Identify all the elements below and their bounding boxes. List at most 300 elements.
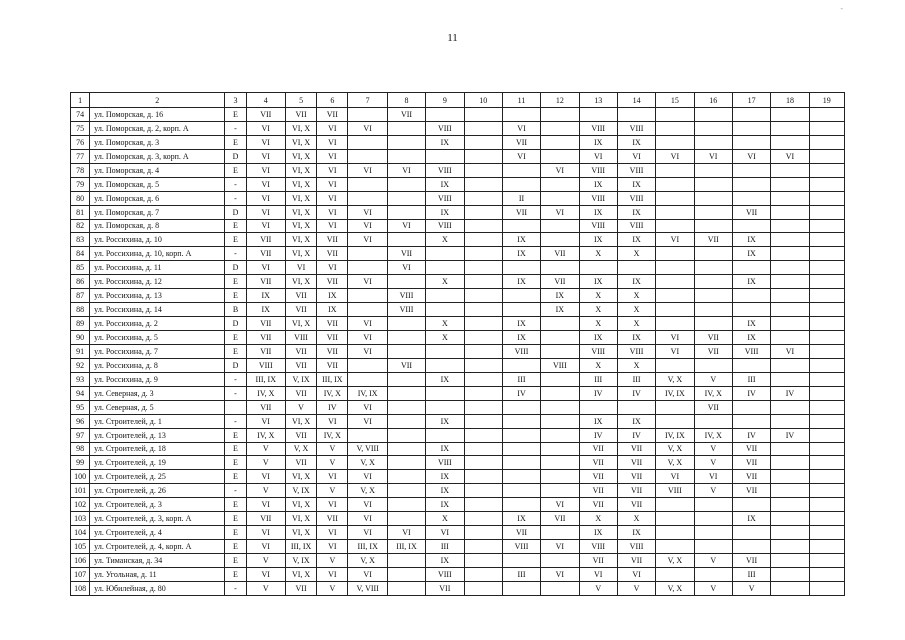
- address-cell: ул. Поморская, д. 8: [90, 219, 225, 233]
- table-row: [71, 470, 845, 484]
- table-cell: [809, 219, 844, 233]
- table-cell: VII: [387, 108, 425, 122]
- column-header: 10: [464, 93, 502, 108]
- table-cell: [348, 191, 387, 205]
- table-cell: [694, 247, 732, 261]
- table-cell: VI: [348, 233, 387, 247]
- table-cell: [656, 567, 694, 581]
- table-cell: Е: [225, 331, 246, 345]
- table-cell: [656, 540, 694, 554]
- table-cell: [387, 135, 425, 149]
- table-cell: [694, 414, 732, 428]
- table-cell: [732, 414, 770, 428]
- table-cell: VIII: [426, 163, 464, 177]
- table-cell: D: [225, 317, 246, 331]
- table-cell: [541, 428, 579, 442]
- table-cell: VII: [246, 108, 285, 122]
- table-cell: [771, 400, 809, 414]
- table-cell: [387, 456, 425, 470]
- table-cell: VI: [732, 149, 770, 163]
- table-cell: VI: [348, 121, 387, 135]
- table-cell: [694, 512, 732, 526]
- table-cell: [541, 470, 579, 484]
- table-cell: VII: [285, 581, 316, 595]
- table-row: [71, 372, 845, 386]
- table-cell: VIII: [617, 540, 655, 554]
- table-cell: V: [317, 581, 348, 595]
- table-cell: Е: [225, 233, 246, 247]
- table-cell: [656, 121, 694, 135]
- table-cell: [502, 261, 540, 275]
- table-row: [71, 261, 845, 275]
- table-cell: [541, 331, 579, 345]
- table-cell: [809, 261, 844, 275]
- table-cell: [464, 108, 502, 122]
- table-cell: VI: [246, 540, 285, 554]
- table-cell: [348, 261, 387, 275]
- table-cell: VI: [317, 121, 348, 135]
- table-cell: [387, 581, 425, 595]
- table-cell: [502, 303, 540, 317]
- table-cell: X: [579, 303, 617, 317]
- table-row: [71, 581, 845, 595]
- table-cell: III: [502, 567, 540, 581]
- table-cell: X: [426, 233, 464, 247]
- table-cell: Е: [225, 456, 246, 470]
- table-cell: [426, 303, 464, 317]
- table-cell: [809, 526, 844, 540]
- table-cell: IX: [617, 135, 655, 149]
- table-cell: Е: [225, 470, 246, 484]
- table-cell: [771, 567, 809, 581]
- table-cell: VII: [246, 275, 285, 289]
- table-cell: [464, 498, 502, 512]
- table-cell: [617, 400, 655, 414]
- table-cell: VI: [246, 121, 285, 135]
- table-cell: Е: [225, 219, 246, 233]
- table-cell: X: [617, 358, 655, 372]
- row-number-cell: 102: [71, 498, 90, 512]
- address-cell: ул. Строителей, д. 4, корп. А: [90, 540, 225, 554]
- table-cell: VI, X: [285, 567, 316, 581]
- table-cell: VII: [732, 484, 770, 498]
- table-cell: [771, 163, 809, 177]
- table-cell: [387, 149, 425, 163]
- table-cell: D: [225, 149, 246, 163]
- table-cell: -: [225, 386, 246, 400]
- table-cell: VIII: [502, 344, 540, 358]
- table-cell: IX: [426, 554, 464, 568]
- table-row: [71, 567, 845, 581]
- table-cell: VII: [617, 498, 655, 512]
- table-cell: [809, 303, 844, 317]
- table-cell: [541, 442, 579, 456]
- column-header: 4: [246, 93, 285, 108]
- table-cell: VII: [694, 344, 732, 358]
- table-cell: Е: [225, 442, 246, 456]
- table-cell: V, X: [656, 372, 694, 386]
- table-cell: [732, 358, 770, 372]
- table-cell: VI, X: [285, 177, 316, 191]
- address-cell: ул. Россихина, д. 13: [90, 289, 225, 303]
- table-cell: VI: [246, 261, 285, 275]
- table-row: [71, 498, 845, 512]
- table-cell: [502, 470, 540, 484]
- table-cell: IX: [732, 233, 770, 247]
- table-cell: VI: [348, 331, 387, 345]
- table-cell: V: [694, 456, 732, 470]
- table-cell: [426, 358, 464, 372]
- table-cell: X: [617, 303, 655, 317]
- column-header: 6: [317, 93, 348, 108]
- table-cell: VI: [246, 191, 285, 205]
- table-cell: VIII: [387, 303, 425, 317]
- table-row: [71, 358, 845, 372]
- table-cell: V: [317, 484, 348, 498]
- table-cell: VII: [732, 442, 770, 456]
- address-cell: ул. Строителей, д. 3: [90, 498, 225, 512]
- table-cell: [809, 567, 844, 581]
- table-cell: VI: [246, 163, 285, 177]
- row-number-cell: 92: [71, 358, 90, 372]
- table-cell: [771, 191, 809, 205]
- address-cell: ул. Поморская, д. 3, корп. А: [90, 149, 225, 163]
- address-cell: ул. Строителей, д. 3, корп. А: [90, 512, 225, 526]
- table-row: [71, 177, 845, 191]
- address-cell: ул. Северная, д. 3: [90, 386, 225, 400]
- table-cell: [809, 317, 844, 331]
- table-cell: III, IX: [387, 540, 425, 554]
- table-cell: Е: [225, 428, 246, 442]
- table-body: [71, 108, 845, 596]
- column-header: 12: [541, 93, 579, 108]
- table-cell: [426, 149, 464, 163]
- table-cell: -: [225, 247, 246, 261]
- table-cell: [694, 358, 732, 372]
- table-cell: X: [579, 317, 617, 331]
- table-cell: [464, 289, 502, 303]
- table-cell: [771, 121, 809, 135]
- table-cell: [694, 108, 732, 122]
- table-cell: VII: [502, 526, 540, 540]
- table-cell: [502, 554, 540, 568]
- table-cell: [809, 540, 844, 554]
- table-cell: [464, 414, 502, 428]
- table-cell: VI: [771, 344, 809, 358]
- row-number-cell: 96: [71, 414, 90, 428]
- table-cell: VI: [348, 400, 387, 414]
- table-cell: VII: [246, 344, 285, 358]
- table-cell: IV: [579, 386, 617, 400]
- table-cell: VI: [694, 470, 732, 484]
- table-cell: VII: [617, 484, 655, 498]
- row-number-cell: 75: [71, 121, 90, 135]
- table-cell: [464, 344, 502, 358]
- table-cell: VI: [656, 470, 694, 484]
- table-cell: IV: [771, 428, 809, 442]
- table-cell: [541, 219, 579, 233]
- table-cell: VI: [579, 149, 617, 163]
- table-cell: VI, X: [285, 275, 316, 289]
- table-cell: VII: [617, 442, 655, 456]
- table-row: [71, 317, 845, 331]
- table-cell: VII: [579, 470, 617, 484]
- address-cell: ул. Поморская, д. 3: [90, 135, 225, 149]
- table-cell: IX: [579, 177, 617, 191]
- column-header: 15: [656, 93, 694, 108]
- row-number-cell: 77: [71, 149, 90, 163]
- table-cell: IX: [502, 233, 540, 247]
- address-cell: ул. Северная, д. 5: [90, 400, 225, 414]
- table-cell: [464, 233, 502, 247]
- table-cell: VII: [285, 358, 316, 372]
- table-cell: X: [579, 358, 617, 372]
- table-cell: [541, 414, 579, 428]
- address-cell: ул. Россихина, д. 2: [90, 317, 225, 331]
- table-cell: [464, 177, 502, 191]
- table-cell: [809, 205, 844, 219]
- table-cell: III, IX: [348, 540, 387, 554]
- address-cell: ул. Россихина, д. 11: [90, 261, 225, 275]
- table-cell: [656, 177, 694, 191]
- table-cell: -: [225, 372, 246, 386]
- table-cell: X: [426, 512, 464, 526]
- table-cell: V, X: [285, 442, 316, 456]
- table-cell: [809, 177, 844, 191]
- table-cell: VII: [246, 247, 285, 261]
- table-cell: [809, 275, 844, 289]
- table-cell: [426, 261, 464, 275]
- table-cell: [809, 247, 844, 261]
- table-cell: VI: [317, 540, 348, 554]
- table-cell: VI: [348, 470, 387, 484]
- table-cell: [771, 219, 809, 233]
- table-cell: VIII: [579, 163, 617, 177]
- table-cell: VI: [771, 149, 809, 163]
- table-cell: VI: [348, 567, 387, 581]
- address-cell: ул. Поморская, д. 2, корп. А: [90, 121, 225, 135]
- address-cell: ул. Россихина, д. 8: [90, 358, 225, 372]
- table-cell: VII: [246, 512, 285, 526]
- table-cell: [579, 261, 617, 275]
- table-cell: -: [225, 177, 246, 191]
- table-cell: [387, 400, 425, 414]
- table-cell: VI: [502, 121, 540, 135]
- table-cell: [656, 400, 694, 414]
- table-cell: IV, X: [246, 428, 285, 442]
- table-cell: VIII: [426, 121, 464, 135]
- table-cell: VII: [694, 233, 732, 247]
- table-cell: III: [426, 540, 464, 554]
- table-cell: [771, 261, 809, 275]
- table-cell: [656, 275, 694, 289]
- table-cell: VI: [387, 526, 425, 540]
- table-cell: [656, 108, 694, 122]
- table-cell: IX: [426, 205, 464, 219]
- table-cell: VII: [285, 456, 316, 470]
- table-cell: [771, 581, 809, 595]
- column-header: 7: [348, 93, 387, 108]
- table-cell: [387, 275, 425, 289]
- table-cell: [502, 163, 540, 177]
- table-cell: VIII: [426, 456, 464, 470]
- table-cell: VIII: [656, 484, 694, 498]
- table-cell: VII: [285, 386, 316, 400]
- table-cell: VI, X: [285, 135, 316, 149]
- table-cell: [809, 484, 844, 498]
- address-cell: ул. Поморская, д. 6: [90, 191, 225, 205]
- table-cell: [464, 554, 502, 568]
- table-cell: IX: [617, 414, 655, 428]
- table-cell: IX: [426, 372, 464, 386]
- table-cell: V, X: [348, 484, 387, 498]
- table-cell: [426, 386, 464, 400]
- table-cell: VI: [348, 498, 387, 512]
- table-cell: [732, 163, 770, 177]
- table-cell: X: [426, 331, 464, 345]
- table-row: [71, 135, 845, 149]
- table-cell: [225, 400, 246, 414]
- table-cell: [464, 303, 502, 317]
- table-cell: VI, X: [285, 219, 316, 233]
- table-cell: IX: [502, 512, 540, 526]
- column-header: 18: [771, 93, 809, 108]
- column-header: 5: [285, 93, 316, 108]
- row-number-cell: 91: [71, 344, 90, 358]
- table-cell: VI: [317, 261, 348, 275]
- table-cell: V: [246, 456, 285, 470]
- table-cell: [426, 428, 464, 442]
- table-cell: [656, 261, 694, 275]
- table-cell: [502, 108, 540, 122]
- table-cell: VI: [246, 219, 285, 233]
- table-cell: [464, 317, 502, 331]
- table-cell: [387, 554, 425, 568]
- table-cell: [771, 358, 809, 372]
- table-cell: IX: [579, 331, 617, 345]
- table-cell: [464, 456, 502, 470]
- table-row: [71, 386, 845, 400]
- table-cell: [464, 247, 502, 261]
- address-cell: ул. Строителей, д. 26: [90, 484, 225, 498]
- table-cell: VII: [541, 247, 579, 261]
- table-cell: VI, X: [285, 526, 316, 540]
- table-cell: [809, 149, 844, 163]
- address-cell: ул. Поморская, д. 7: [90, 205, 225, 219]
- table-cell: VIII: [426, 567, 464, 581]
- row-number-cell: 74: [71, 108, 90, 122]
- table-cell: IV, X: [246, 386, 285, 400]
- table-cell: IX: [502, 275, 540, 289]
- column-header: 14: [617, 93, 655, 108]
- table-cell: VII: [694, 331, 732, 345]
- table-cell: VII: [541, 275, 579, 289]
- table-cell: [387, 121, 425, 135]
- table-cell: IX: [426, 498, 464, 512]
- table-cell: V, VIII: [348, 581, 387, 595]
- table-cell: [771, 484, 809, 498]
- table-row: [71, 414, 845, 428]
- table-cell: [771, 554, 809, 568]
- table-cell: [579, 108, 617, 122]
- table-cell: D: [225, 358, 246, 372]
- table-cell: IX: [617, 526, 655, 540]
- table-row: [71, 428, 845, 442]
- table-cell: [809, 512, 844, 526]
- table-row: [71, 149, 845, 163]
- table-cell: [771, 470, 809, 484]
- table-cell: VII: [732, 470, 770, 484]
- address-cell: ул. Строителей, д. 1: [90, 414, 225, 428]
- table-cell: III, IX: [317, 372, 348, 386]
- table-cell: III: [579, 372, 617, 386]
- table-cell: [771, 442, 809, 456]
- table-cell: [694, 303, 732, 317]
- table-cell: VII: [426, 581, 464, 595]
- table-cell: [502, 414, 540, 428]
- table-cell: [387, 428, 425, 442]
- row-number-cell: 106: [71, 554, 90, 568]
- table-row: [71, 484, 845, 498]
- address-cell: ул. Строителей, д. 13: [90, 428, 225, 442]
- table-cell: [656, 498, 694, 512]
- table-cell: [387, 317, 425, 331]
- row-number-cell: 98: [71, 442, 90, 456]
- table-cell: X: [617, 247, 655, 261]
- table-cell: III, IX: [246, 372, 285, 386]
- table-cell: V, X: [656, 442, 694, 456]
- table-cell: VII: [317, 275, 348, 289]
- table-cell: VIII: [579, 540, 617, 554]
- table-cell: IV: [771, 386, 809, 400]
- table-cell: [387, 177, 425, 191]
- table-cell: [617, 108, 655, 122]
- table-cell: [348, 108, 387, 122]
- table-cell: VII: [387, 247, 425, 261]
- table-cell: Е: [225, 275, 246, 289]
- row-number-cell: 78: [71, 163, 90, 177]
- table-cell: [464, 540, 502, 554]
- table-cell: [348, 289, 387, 303]
- row-number-cell: 103: [71, 512, 90, 526]
- table-cell: VI: [317, 191, 348, 205]
- table-cell: [502, 581, 540, 595]
- table-cell: [694, 135, 732, 149]
- table-cell: [464, 400, 502, 414]
- table-cell: VI, X: [285, 191, 316, 205]
- table-cell: [694, 567, 732, 581]
- table-cell: IV: [617, 428, 655, 442]
- table-cell: X: [426, 275, 464, 289]
- table-cell: VI, X: [285, 163, 316, 177]
- column-header: 11: [502, 93, 540, 108]
- table-cell: [809, 344, 844, 358]
- table-cell: VI: [387, 219, 425, 233]
- table-row: [71, 303, 845, 317]
- row-number-cell: 83: [71, 233, 90, 247]
- table-cell: [771, 205, 809, 219]
- table-cell: VIII: [246, 358, 285, 372]
- table-cell: IV: [579, 428, 617, 442]
- table-cell: [387, 512, 425, 526]
- table-cell: V: [694, 581, 732, 595]
- table-cell: VI: [246, 470, 285, 484]
- table-cell: VI: [541, 163, 579, 177]
- table-cell: [694, 526, 732, 540]
- table-cell: Е: [225, 163, 246, 177]
- table-cell: IX: [426, 442, 464, 456]
- table-cell: IX: [246, 289, 285, 303]
